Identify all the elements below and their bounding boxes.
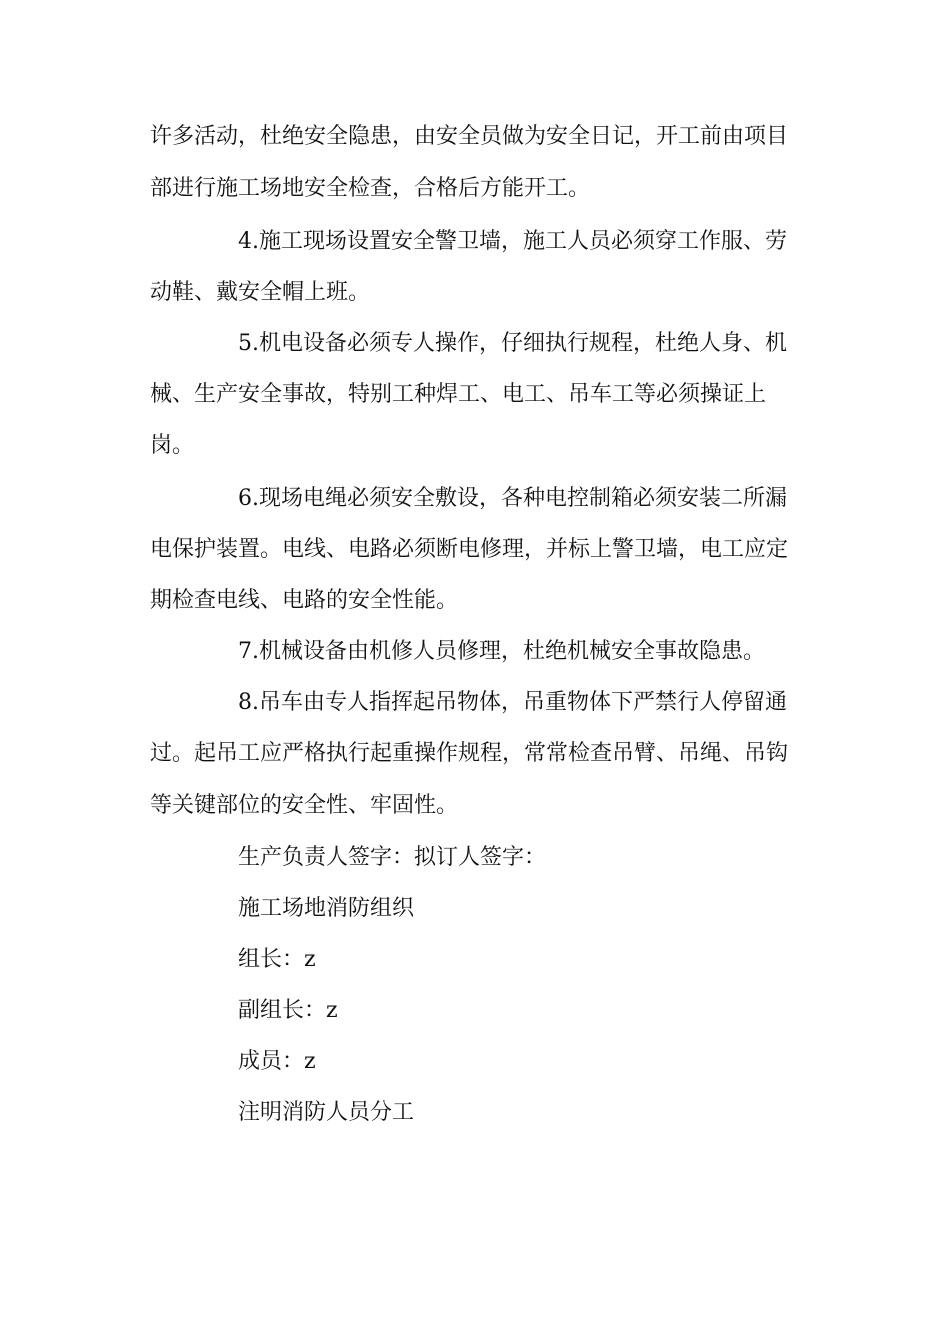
text-line: 许多活动，杜绝安全隐患，由安全员做为安全日记，开工前由项目 [150,124,789,149]
text-line: 等关键部位的安全性、牢固性。 [150,793,459,818]
text-line: 期检查电线、电路的安全性能。 [150,588,459,613]
members-line: 成员：z [238,1049,316,1074]
text-line: 6.现场电绳必须安全敷设，各种电控制箱必须安装二所漏 [238,486,787,511]
text-line: 8.吊车由专人指挥起吊物体，吊重物体下严禁行人停留通 [238,690,787,715]
text-line: 过。起吊工应严格执行起重操作规程，常常检查吊臂、吊绳、吊钩 [150,741,789,766]
text-line: 电保护装置。电线、电路必须断电修理，并标上警卫墙，电工应定 [150,537,789,562]
text-line: 岗。 [150,433,195,458]
text-line: 械、生产安全事故，特别工种焊工、电工、吊车工等必须操证上 [150,382,767,407]
text-line: 4.施工现场设置安全警卫墙，施工人员必须穿工作服、劳 [238,229,787,254]
section-heading: 施工场地消防组织 [238,896,415,921]
text-line: 动鞋、戴安全帽上班。 [150,280,371,305]
deputy-leader-line: 副组长：z [238,998,338,1023]
signature-line: 生产负责人签字：拟订人签字： [238,845,547,870]
text-line: 部进行施工场地安全检查，合格后方能开工。 [150,176,591,201]
group-leader-line: 组长：z [238,947,316,972]
text-line: 7.机械设备由机修人员修理，杜绝机械安全事故隐患。 [238,639,765,664]
text-line: 5.机电设备必须专人操作，仔细执行规程，杜绝人身、机 [238,331,787,356]
note-line: 注明消防人员分工 [238,1100,415,1125]
